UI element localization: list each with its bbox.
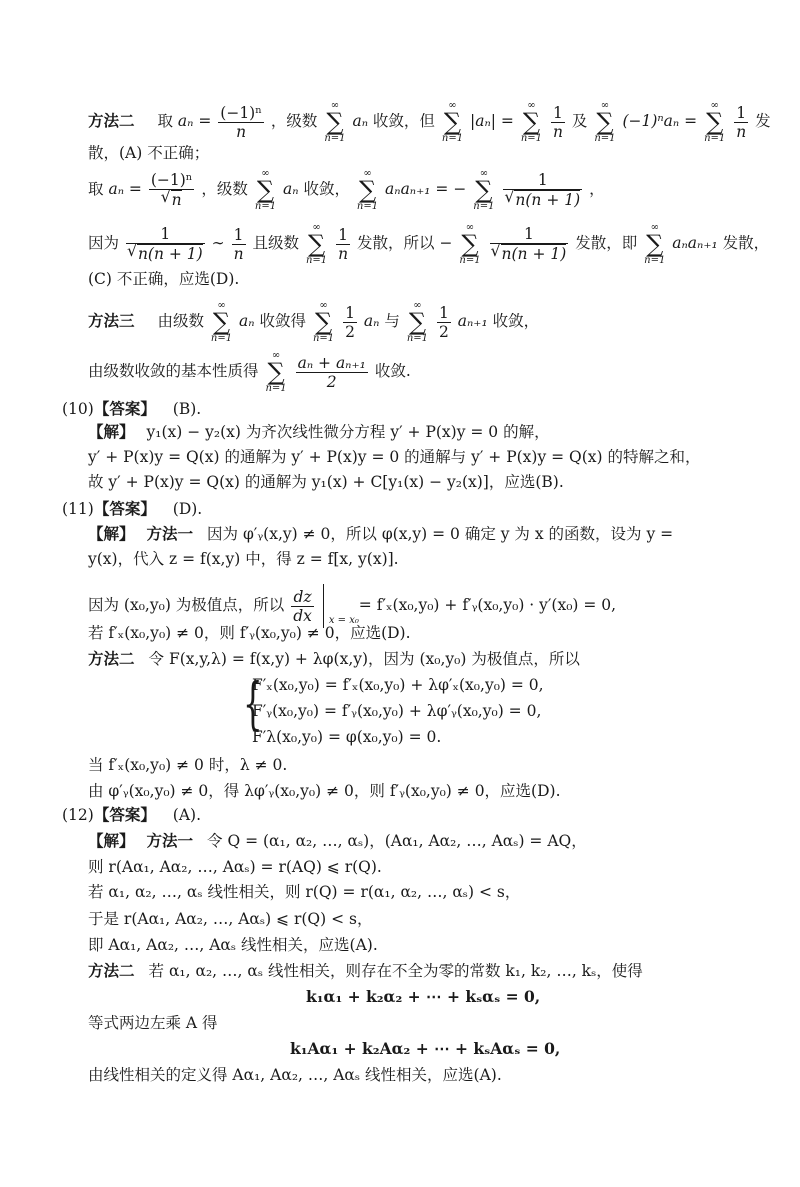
fraction [232,226,246,263]
answer-label: 【答案】 [93,400,156,418]
question-number: (11) [62,500,94,518]
text: 收敛， [303,180,350,198]
denominator [149,190,195,209]
solution-label: 【解】 [88,832,135,850]
q11-line-2: y(x)，代入 z = f(x,y) 中，得 z = f[x, y(x)]. [88,550,399,568]
sqrt: √ n(n + 1) [137,244,203,263]
text: 发散，所以 − [357,234,453,252]
sigma: ∑ [358,176,377,204]
text: ， [589,180,605,198]
method-label: 方法二 [88,650,135,668]
numerator: 1 [438,303,449,322]
q11-line-1 [88,523,673,545]
q10-line-2: y′ + P(x)y = Q(x) 的通解为 y′ + P(x)y = 0 的通解与 y′ + P(x)y = Q(x) 的特解之和， [88,448,701,466]
q11-system-2: F′ᵧ(x₀,y₀) = f′ᵧ(x₀,y₀) + λφ′ᵧ(x₀,y₀) = 0, [252,702,542,720]
fraction [126,225,205,263]
text: 取 [157,112,173,130]
math: aₙ [239,312,255,330]
sqrt: √ n(n + 1) [514,190,580,209]
sigma: ∑ [408,308,426,336]
sigma: ∑ [522,108,540,136]
q10-line-1 [88,421,550,443]
answer-label: 【答案】 [93,500,156,518]
fraction [149,171,195,209]
sum-symbol [594,100,615,144]
text: 收敛，但 [372,112,435,130]
sum-bottom: n=1 [324,133,346,144]
sum-bottom: n=1 [473,201,495,212]
sum-symbol [357,168,378,212]
numerator: 1 [336,226,350,245]
denominator: dx [293,606,312,625]
numerator: 1 [734,104,748,123]
text: 因为 φ′ᵧ(x,y) ≠ 0，所以 φ(x,y) = 0 确定 y 为 x 的函数，设为 y = [207,525,674,543]
q12-equation-2: k₁Aα₁ + k₂Aα₂ + ⋯ + kₛAαₛ = 0, [290,1039,561,1058]
numerator: (−1)ⁿ [220,103,262,122]
sigma: ∑ [256,176,275,204]
fraction [343,304,357,341]
sigma: ∑ [212,308,231,336]
math: aₙ [283,180,299,198]
sum-symbol [265,350,286,394]
numerator: 1 [345,303,355,322]
sum-symbol [407,300,428,344]
q12-line-2: 则 r(Aα₁, Aα₂, …, Aαₛ) = r(AQ) ⩽ r(Q). [88,858,382,876]
m2-line-3 [88,168,605,212]
sum-symbol [255,168,276,212]
m2-line-2: 散，(A) 不正确； [88,144,210,162]
sigma: ∑ [314,308,333,336]
evaluation-subscript: x = x₀ [328,615,359,626]
left-brace: { [243,672,263,737]
m2-line-4 [88,222,769,266]
sum-bottom: n=1 [312,333,335,344]
sum-bottom: n=1 [305,255,328,266]
sqrt: √ n(n + 1) [501,244,567,263]
text: 若 α₁, α₂, …, αₛ 线性相关，则存在不全为零的常数 k₁, k₂, …, kₛ，使得 [148,962,643,980]
sum-bottom: n=1 [704,133,726,144]
sigma: ∑ [475,176,493,204]
sum-top: ∞ [710,100,719,111]
sigma: ∑ [706,108,724,136]
sigma: ∑ [461,230,479,258]
sum-symbol [459,222,480,266]
math: aₙ = [177,112,212,130]
q11-line-5 [88,648,580,670]
fraction [218,104,264,141]
text: 与 [384,312,400,330]
sum-symbol [211,300,232,344]
q12-answer-line [62,804,201,826]
math: (−1)ⁿaₙ = [622,112,698,130]
method-label: 方法二 [88,962,135,980]
fraction [551,104,565,141]
text: 发散， [722,234,770,252]
numerator: aₙ + aₙ₊₁ [297,353,366,372]
answer-value: (D). [172,500,203,518]
text: 由级数收敛的基本性质得 [88,362,259,380]
q11-line-6: 当 f′ₓ(x₀,y₀) ≠ 0 时，λ ≠ 0. [88,756,288,774]
denominator: n [552,122,563,141]
math: aₙ [363,312,380,330]
m2-line-5: (C) 不正确，应选(D). [88,270,240,288]
sum-top: ∞ [650,222,659,233]
sigma: ∑ [646,230,664,258]
q12-line-8: 由线性相关的定义得 Aα₁, Aα₂, …, Aαₛ 线性相关，应选(A). [88,1066,502,1084]
sigma: ∑ [267,358,285,386]
sum-top: ∞ [271,350,281,361]
q11-line-4: 若 f′ₓ(x₀,y₀) ≠ 0，则 f′ᵧ(x₀,y₀) ≠ 0，应选(D). [88,624,411,642]
text: ，级数 [201,180,248,198]
numerator: dz [291,588,314,607]
numerator: 1 [503,171,582,190]
sigma: ∑ [307,230,326,258]
m3-line-2 [88,350,411,394]
text: 因为 (x₀,y₀) 为极值点，所以 [88,596,285,614]
text: 收敛得 [259,312,307,330]
sum-bottom: n=1 [594,133,616,144]
fraction [734,104,748,141]
denominator [503,190,582,209]
text: 收敛. [374,362,411,380]
answer-value: (A). [172,806,201,824]
sum-bottom: n=1 [254,201,277,212]
sum-bottom: n=1 [441,133,464,144]
sum-top: ∞ [479,168,489,179]
q12-line-7: 等式两边左乘 A 得 [88,1014,218,1032]
denominator: n [736,122,747,141]
text: 发 [755,112,771,130]
numerator: 1 [490,225,569,244]
text: 令 F(x,y,λ) = f(x,y) + λφ(x,y)，因为 (x₀,y₀) 为极值点，所以 [148,650,580,668]
sum-bottom: n=1 [520,133,543,144]
fraction [490,225,569,263]
sum-bottom: n=1 [265,383,287,394]
denominator: 2 [438,322,449,341]
numerator: (−1)ⁿ [150,171,193,189]
sum-symbol [521,100,542,144]
numerator: 1 [232,226,246,245]
text: y₁(x) − y₂(x) 为齐次线性微分方程 y′ + P(x)y = 0 的解， [146,423,550,441]
method-label: 方法一 [146,525,194,543]
sigma: ∑ [443,108,462,136]
sum-top: ∞ [330,100,340,111]
answer-value: (B). [172,400,202,418]
sum-top: ∞ [363,168,372,179]
q12-line-1 [88,830,587,852]
sqrt: √ n [171,190,182,209]
sum-top: ∞ [465,222,475,233]
sum-symbol [704,100,725,144]
q11-system-1: F′ₓ(x₀,y₀) = f′ₓ(x₀,y₀) + λφ′ₓ(x₀,y₀) = 0, [252,676,544,694]
answer-label: 【答案】 [93,806,156,824]
m2-line-1 [88,100,771,144]
math: ∼ [211,234,225,252]
math: aₙ₊₁ [457,312,488,330]
q10-line-3: 故 y′ + P(x)y = Q(x) 的通解为 y₁(x) + C[y₁(x) − y₂(x)]，应选(B). [88,473,564,491]
text: ，级数 [270,112,318,130]
sum-symbol [644,222,665,266]
q12-line-3: 若 α₁, α₂, …, αₛ 线性相关，则 r(Q) = r(α₁, α₂, …, αₛ) < s， [88,883,521,901]
q10-answer-line [62,398,201,420]
text: 及 [571,112,588,130]
q11-line-7: 由 φ′ᵧ(x₀,y₀) ≠ 0，得 λφ′ᵧ(x₀,y₀) ≠ 0，则 f′ᵧ(x₀,y₀) ≠ 0，应选(D). [88,782,561,800]
m3-line-1 [88,300,539,344]
fraction [437,304,451,341]
sum-bottom: n=1 [459,255,481,266]
sigma: ∑ [596,108,614,136]
method-label: 方法二 [88,112,135,130]
method-label: 方法三 [88,312,135,330]
sum-bottom: n=1 [356,201,379,212]
sum-top: ∞ [527,100,536,111]
question-number: (12) [62,806,94,824]
denominator: 2 [326,372,337,391]
math: aₙaₙ₊₁ [672,234,718,252]
sum-top: ∞ [312,222,321,233]
q12-equation-1: k₁α₁ + k₂α₂ + ⋯ + kₛαₛ = 0, [306,987,541,1006]
denominator: n [233,244,244,263]
text: 由级数 [157,312,204,330]
sum-top: ∞ [413,300,422,311]
text: 且级数 [252,234,300,252]
text: 因为 [88,234,120,252]
sum-top: ∞ [600,100,610,111]
q12-line-5: 即 Aα₁, Aα₂, …, Aαₛ 线性相关，应选(A). [88,936,378,954]
sigma: ∑ [326,108,344,136]
text: 取 [88,180,104,198]
sum-top: ∞ [217,300,226,311]
text: 收敛， [492,312,540,330]
math: |aₙ| = [470,112,514,130]
sum-bottom: n=1 [644,255,666,266]
sum-bottom: n=1 [210,333,233,344]
text: = f′ₓ(x₀,y₀) + f′ᵧ(x₀,y₀) · y′(x₀) = 0, [358,596,617,614]
sum-top: ∞ [261,168,270,179]
sum-top: ∞ [448,100,457,111]
sum-bottom: n=1 [406,333,428,344]
q12-line-4: 于是 r(Aα₁, Aα₂, …, Aαₛ) ⩽ r(Q) < s， [88,910,373,928]
derivative-fraction [291,588,314,625]
q11-answer-line [62,498,202,520]
denominator [126,244,205,263]
text: 令 Q = (α₁, α₂, …, αₛ)，(Aα₁, Aα₂, …, Aαₛ) = AQ， [207,832,587,850]
q11-system-3: F′λ(x₀,y₀) = φ(x₀,y₀) = 0. [252,728,442,746]
denominator: n [236,122,247,141]
fraction [296,354,368,391]
sum-symbol [473,168,494,212]
method-label: 方法一 [146,832,194,850]
q12-line-6 [88,960,643,982]
fraction [503,171,582,209]
question-number: (10) [62,400,94,418]
sum-symbol [324,100,345,144]
denominator: n [338,244,349,263]
fraction [336,226,350,263]
math: aₙaₙ₊₁ = − [385,180,467,198]
numerator: 1 [126,225,205,244]
sum-symbol [313,300,334,344]
denominator [490,244,569,263]
denominator: 2 [345,322,355,341]
math: aₙ [352,112,368,130]
solution-label: 【解】 [88,423,135,441]
sum-symbol [306,222,327,266]
numerator: 1 [551,104,565,123]
solution-label: 【解】 [88,525,135,543]
math: aₙ = [108,180,142,198]
sum-top: ∞ [319,300,328,311]
sum-symbol [442,100,463,144]
text: 发散，即 [575,234,638,252]
